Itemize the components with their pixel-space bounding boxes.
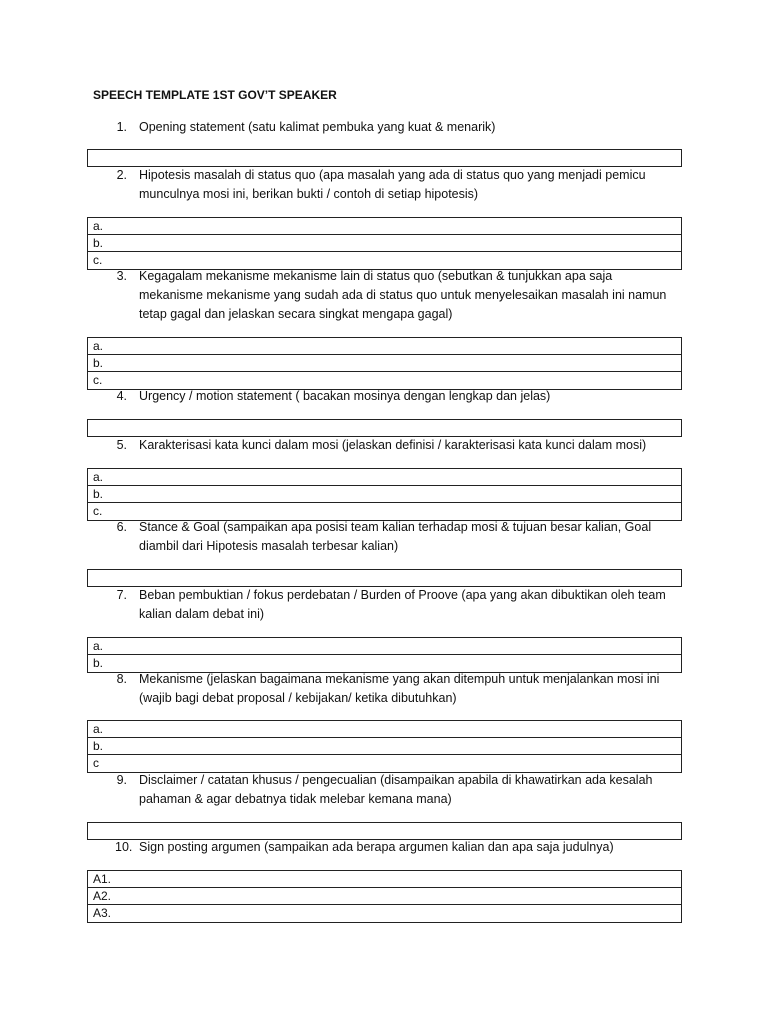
answer-box-5 — [87, 468, 682, 521]
answer-row-a[interactable]: a. — [88, 338, 681, 355]
item-text: Opening statement (satu kalimat pembuka yang kuat & menarik) — [139, 120, 496, 134]
answer-row-a3[interactable]: A3. — [93, 906, 112, 920]
item-number: 3. — [116, 269, 127, 283]
item-number: 1. — [116, 120, 127, 134]
item-text: Disclaimer / catatan khusus / pengecualian (disampaikan apabila di khawatirkan ada kesalah pahaman & agar debatnya tidak melebar kemana mana) — [139, 773, 653, 806]
answer-row-c[interactable]: c — [93, 756, 99, 770]
item-text: Beban pembuktian / fokus perdebatan / Burden of Proove (apa yang akan dibuktikan oleh team kalian dalam debat ini) — [139, 588, 666, 621]
answer-row-c[interactable]: c. — [93, 504, 103, 518]
item-text: Kegagalam mekanisme mekanisme lain di status quo (sebutkan & tunjukkan apa saja mekanisme mekanisme yang sudah ada di status quo untuk menyelesaikan masalah ini namun tetap gagal dan jelaskan secara singkat mengapa gagal) — [139, 269, 667, 321]
item-5 — [115, 436, 675, 455]
answer-row-a[interactable]: a. — [88, 218, 681, 235]
answer-row-c[interactable]: c. — [93, 373, 103, 387]
item-number: 5. — [116, 438, 127, 452]
item-number: 4. — [116, 389, 127, 403]
item-6 — [115, 518, 675, 556]
item-text: Sign posting argumen (sampaikan ada berapa argumen kalian dan apa saja judulnya) — [139, 840, 614, 854]
item-number: 2. — [116, 168, 127, 182]
answer-box-1[interactable] — [87, 149, 682, 167]
answer-row-b[interactable]: b. — [88, 235, 681, 252]
answer-box-8 — [87, 720, 682, 773]
answer-row-a[interactable]: a. — [88, 638, 681, 655]
answer-box-7 — [87, 637, 682, 673]
answer-row-a1[interactable]: A1. — [88, 871, 681, 888]
answer-box-3 — [87, 337, 682, 390]
item-9 — [115, 771, 675, 809]
answer-row-b[interactable]: b. — [88, 486, 681, 503]
item-8 — [115, 670, 675, 708]
item-text: Hipotesis masalah di status quo (apa masalah yang ada di status quo yang menjadi pemicu munculnya mosi ini, berikan bukti / contoh di setiap hipotesis) — [139, 168, 646, 201]
item-number: 9. — [116, 773, 127, 787]
answer-box-2 — [87, 217, 682, 270]
item-number: 6. — [116, 520, 127, 534]
item-2 — [115, 166, 675, 204]
item-text: Karakterisasi kata kunci dalam mosi (jelaskan definisi / karakterisasi kata kunci dalam mosi) — [139, 438, 647, 452]
answer-row-b[interactable]: b. — [88, 738, 681, 755]
answer-box-10 — [87, 870, 682, 923]
item-text: Stance & Goal (sampaikan apa posisi team kalian terhadap mosi & tujuan besar kalian, Goal diambil dari Hipotesis masalah terbesar kalian) — [139, 520, 652, 553]
answer-row-b[interactable]: b. — [88, 355, 681, 372]
page-title: SPEECH TEMPLATE 1ST GOV’T SPEAKER — [93, 88, 337, 102]
answer-row-a2[interactable]: A2. — [88, 888, 681, 905]
item-3 — [115, 267, 675, 324]
item-text: Urgency / motion statement ( bacakan mosinya dengan lengkap dan jelas) — [139, 389, 551, 403]
item-text: Mekanisme (jelaskan bagaimana mekanisme yang akan ditempuh untuk menjalankan mosi ini (wajib bagi debat proposal / kebijakan/ ketika dibutuhkan) — [139, 672, 660, 705]
item-4 — [115, 387, 675, 406]
answer-row-a[interactable]: a. — [88, 469, 681, 486]
answer-row-b[interactable]: b. — [93, 656, 104, 670]
answer-box-4[interactable] — [87, 419, 682, 437]
answer-row-a[interactable]: a. — [88, 721, 681, 738]
item-number: 10. — [115, 840, 133, 854]
item-7 — [115, 586, 675, 624]
item-number: 8. — [116, 672, 127, 686]
item-1 — [115, 118, 675, 137]
answer-row-c[interactable]: c. — [93, 253, 103, 267]
answer-box-6[interactable] — [87, 569, 682, 587]
item-number: 7. — [116, 588, 127, 602]
item-10 — [115, 838, 675, 857]
